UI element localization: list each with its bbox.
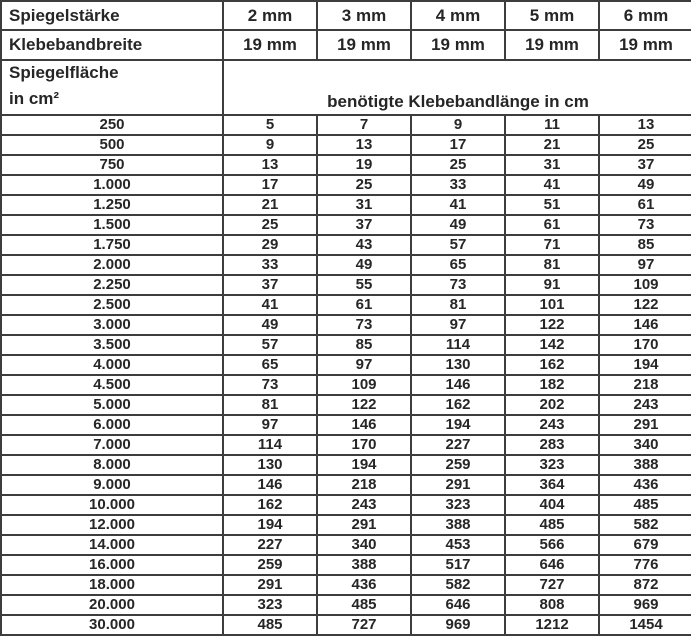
tape-length-cell: 65 <box>411 255 505 275</box>
tape-length-cell: 202 <box>505 395 599 415</box>
tape-length-cell: 808 <box>505 595 599 615</box>
tape-length-cell: 194 <box>411 415 505 435</box>
tape-length-cell: 453 <box>411 535 505 555</box>
tape-length-cell: 17 <box>223 175 317 195</box>
tape-length-cell: 37 <box>223 275 317 295</box>
tape-length-cell: 85 <box>599 235 691 255</box>
tape-length-cell: 13 <box>223 155 317 175</box>
header-row-thickness <box>1 1 691 30</box>
mirror-area-label <box>1 60 223 115</box>
tape-length-cell: 194 <box>317 455 411 475</box>
tape-length-cell: 646 <box>505 555 599 575</box>
tape-length-cell: 11 <box>505 115 599 135</box>
table-row <box>1 515 691 535</box>
mirror-area-cell: 10.000 <box>1 495 223 515</box>
tape-length-cell: 49 <box>317 255 411 275</box>
tape-length-cell: 291 <box>599 415 691 435</box>
table-row <box>1 275 691 295</box>
tape-length-cell: 194 <box>223 515 317 535</box>
thickness-value: 6 mm <box>599 1 691 30</box>
tape-length-cell: 340 <box>599 435 691 455</box>
tape-width-value: 19 mm <box>411 30 505 60</box>
tape-length-cell: 114 <box>411 335 505 355</box>
mirror-area-cell: 7.000 <box>1 435 223 455</box>
tape-width-label: Klebebandbreite <box>1 30 223 60</box>
mirror-area-cell: 1.250 <box>1 195 223 215</box>
tape-length-cell: 51 <box>505 195 599 215</box>
tape-length-cell: 679 <box>599 535 691 555</box>
tape-length-cell: 162 <box>505 355 599 375</box>
tape-length-cell: 31 <box>505 155 599 175</box>
tape-width-value: 19 mm <box>505 30 599 60</box>
mirror-area-cell: 20.000 <box>1 595 223 615</box>
tape-length-cell: 109 <box>599 275 691 295</box>
tape-length-cell: 243 <box>599 395 691 415</box>
tape-length-cell: 73 <box>317 315 411 335</box>
tape-length-cell: 146 <box>411 375 505 395</box>
tape-length-span-header: benötigte Klebebandlänge in cm <box>223 60 691 115</box>
mirror-area-cell: 3.500 <box>1 335 223 355</box>
tape-length-cell: 194 <box>599 355 691 375</box>
tape-length-cell: 81 <box>505 255 599 275</box>
table-row <box>1 615 691 635</box>
tape-length-cell: 436 <box>599 475 691 495</box>
tape-length-cell: 259 <box>411 455 505 475</box>
tape-length-cell: 122 <box>317 395 411 415</box>
tape-length-cell: 727 <box>317 615 411 635</box>
tape-length-cell: 73 <box>223 375 317 395</box>
tape-length-cell: 91 <box>505 275 599 295</box>
table-row <box>1 215 691 235</box>
tape-length-cell: 85 <box>317 335 411 355</box>
table-row <box>1 595 691 615</box>
tape-length-cell: 646 <box>411 595 505 615</box>
tape-length-cell: 21 <box>223 195 317 215</box>
thickness-value: 5 mm <box>505 1 599 30</box>
table-row <box>1 555 691 575</box>
tape-length-cell: 566 <box>505 535 599 555</box>
table-row <box>1 195 691 215</box>
table-row <box>1 375 691 395</box>
tape-length-cell: 109 <box>317 375 411 395</box>
mirror-area-cell: 16.000 <box>1 555 223 575</box>
table-row <box>1 435 691 455</box>
tape-length-cell: 43 <box>317 235 411 255</box>
tape-length-cell: 727 <box>505 575 599 595</box>
tape-length-cell: 582 <box>411 575 505 595</box>
mirror-area-cell: 2.000 <box>1 255 223 275</box>
tape-length-cell: 31 <box>317 195 411 215</box>
table-row <box>1 335 691 355</box>
mirror-area-cell: 8.000 <box>1 455 223 475</box>
tape-length-cell: 101 <box>505 295 599 315</box>
tape-length-cell: 13 <box>599 115 691 135</box>
mirror-area-cell: 250 <box>1 115 223 135</box>
table-row <box>1 475 691 495</box>
tape-length-cell: 49 <box>599 175 691 195</box>
tape-length-cell: 227 <box>411 435 505 455</box>
tape-length-cell: 33 <box>223 255 317 275</box>
tape-length-cell: 146 <box>317 415 411 435</box>
tape-length-cell: 969 <box>599 595 691 615</box>
tape-length-cell: 1454 <box>599 615 691 635</box>
tape-length-cell: 97 <box>599 255 691 275</box>
table-row <box>1 255 691 275</box>
tape-length-cell: 19 <box>317 155 411 175</box>
table-row <box>1 295 691 315</box>
tape-length-cell: 969 <box>411 615 505 635</box>
tape-length-cell: 485 <box>505 515 599 535</box>
mirror-area-cell: 9.000 <box>1 475 223 495</box>
tape-length-cell: 485 <box>223 615 317 635</box>
table-body <box>1 115 691 635</box>
tape-length-cell: 404 <box>505 495 599 515</box>
tape-length-cell: 436 <box>317 575 411 595</box>
table-row <box>1 395 691 415</box>
tape-length-cell: 97 <box>317 355 411 375</box>
table-row <box>1 575 691 595</box>
tape-length-cell: 55 <box>317 275 411 295</box>
tape-length-cell: 65 <box>223 355 317 375</box>
tape-length-cell: 9 <box>223 135 317 155</box>
tape-length-cell: 170 <box>599 335 691 355</box>
tape-length-cell: 130 <box>411 355 505 375</box>
tape-length-cell: 122 <box>599 295 691 315</box>
mirror-area-label-line1: Spiegelfläche <box>9 63 119 82</box>
tape-length-cell: 97 <box>223 415 317 435</box>
tape-length-cell: 9 <box>411 115 505 135</box>
tape-length-cell: 146 <box>223 475 317 495</box>
tape-length-cell: 33 <box>411 175 505 195</box>
tape-length-cell: 146 <box>599 315 691 335</box>
mirror-area-cell: 2.250 <box>1 275 223 295</box>
mirror-area-cell: 4.500 <box>1 375 223 395</box>
tape-length-cell: 37 <box>317 215 411 235</box>
tape-length-cell: 364 <box>505 475 599 495</box>
tape-length-cell: 73 <box>411 275 505 295</box>
mirror-area-label-line2: in cm² <box>9 89 60 109</box>
tape-length-cell: 49 <box>223 315 317 335</box>
tape-length-cell: 872 <box>599 575 691 595</box>
tape-length-cell: 71 <box>505 235 599 255</box>
mirror-area-cell: 3.000 <box>1 315 223 335</box>
tape-length-cell: 61 <box>505 215 599 235</box>
tape-length-cell: 97 <box>411 315 505 335</box>
thickness-value: 4 mm <box>411 1 505 30</box>
tape-length-cell: 388 <box>599 455 691 475</box>
thickness-value: 3 mm <box>317 1 411 30</box>
tape-length-cell: 517 <box>411 555 505 575</box>
tape-length-cell: 291 <box>411 475 505 495</box>
mirror-area-cell: 5.000 <box>1 395 223 415</box>
mirror-area-cell: 1.500 <box>1 215 223 235</box>
table-row <box>1 235 691 255</box>
tape-length-cell: 37 <box>599 155 691 175</box>
tape-length-cell: 170 <box>317 435 411 455</box>
tape-length-cell: 340 <box>317 535 411 555</box>
tape-length-cell: 25 <box>317 175 411 195</box>
table-row <box>1 495 691 515</box>
tape-length-cell: 259 <box>223 555 317 575</box>
tape-length-cell: 81 <box>411 295 505 315</box>
tape-length-cell: 388 <box>317 555 411 575</box>
tape-length-cell: 1212 <box>505 615 599 635</box>
tape-length-cell: 291 <box>317 515 411 535</box>
tape-length-cell: 218 <box>599 375 691 395</box>
tape-width-value: 19 mm <box>223 30 317 60</box>
mirror-thickness-label: Spiegelstärke <box>1 1 223 30</box>
tape-length-cell: 323 <box>505 455 599 475</box>
tape-length-cell: 25 <box>223 215 317 235</box>
tape-length-cell: 81 <box>223 395 317 415</box>
tape-length-cell: 388 <box>411 515 505 535</box>
mirror-area-cell: 18.000 <box>1 575 223 595</box>
tape-width-value: 19 mm <box>317 30 411 60</box>
tape-length-cell: 73 <box>599 215 691 235</box>
table-row <box>1 175 691 195</box>
mirror-area-cell: 12.000 <box>1 515 223 535</box>
tape-length-cell: 243 <box>317 495 411 515</box>
mirror-area-cell: 1.000 <box>1 175 223 195</box>
mirror-area-cell: 1.750 <box>1 235 223 255</box>
tape-length-cell: 122 <box>505 315 599 335</box>
tape-length-cell: 21 <box>505 135 599 155</box>
header-row-area <box>1 60 691 115</box>
tape-length-cell: 61 <box>599 195 691 215</box>
tape-length-cell: 29 <box>223 235 317 255</box>
tape-length-cell: 323 <box>223 595 317 615</box>
tape-length-cell: 243 <box>505 415 599 435</box>
tape-length-cell: 218 <box>317 475 411 495</box>
tape-length-cell: 61 <box>317 295 411 315</box>
table-row <box>1 455 691 475</box>
tape-length-cell: 25 <box>411 155 505 175</box>
tape-width-value: 19 mm <box>599 30 691 60</box>
table-row <box>1 135 691 155</box>
tape-length-cell: 13 <box>317 135 411 155</box>
mirror-area-cell: 4.000 <box>1 355 223 375</box>
thickness-value: 2 mm <box>223 1 317 30</box>
table-row <box>1 115 691 135</box>
tape-length-cell: 162 <box>223 495 317 515</box>
tape-length-cell: 41 <box>411 195 505 215</box>
tape-length-cell: 182 <box>505 375 599 395</box>
header-row-tape-width <box>1 30 691 60</box>
tape-length-cell: 776 <box>599 555 691 575</box>
tape-length-cell: 130 <box>223 455 317 475</box>
table-row <box>1 315 691 335</box>
tape-length-cell: 114 <box>223 435 317 455</box>
tape-length-cell: 162 <box>411 395 505 415</box>
tape-length-cell: 17 <box>411 135 505 155</box>
tape-length-cell: 41 <box>505 175 599 195</box>
tape-length-cell: 142 <box>505 335 599 355</box>
tape-length-cell: 41 <box>223 295 317 315</box>
mirror-area-cell: 30.000 <box>1 615 223 635</box>
table-row <box>1 155 691 175</box>
mirror-area-cell: 14.000 <box>1 535 223 555</box>
tape-length-cell: 49 <box>411 215 505 235</box>
tape-length-cell: 227 <box>223 535 317 555</box>
tape-length-cell: 25 <box>599 135 691 155</box>
tape-length-cell: 291 <box>223 575 317 595</box>
tape-length-cell: 485 <box>317 595 411 615</box>
tape-length-cell: 57 <box>223 335 317 355</box>
table-row <box>1 355 691 375</box>
table-row <box>1 415 691 435</box>
tape-length-cell: 323 <box>411 495 505 515</box>
mirror-area-cell: 6.000 <box>1 415 223 435</box>
tape-length-cell: 7 <box>317 115 411 135</box>
tape-length-cell: 283 <box>505 435 599 455</box>
mirror-area-cell: 500 <box>1 135 223 155</box>
table-row <box>1 535 691 555</box>
tape-length-cell: 5 <box>223 115 317 135</box>
tape-length-cell: 485 <box>599 495 691 515</box>
mirror-area-cell: 2.500 <box>1 295 223 315</box>
tape-length-cell: 57 <box>411 235 505 255</box>
mirror-area-cell: 750 <box>1 155 223 175</box>
tape-length-cell: 582 <box>599 515 691 535</box>
